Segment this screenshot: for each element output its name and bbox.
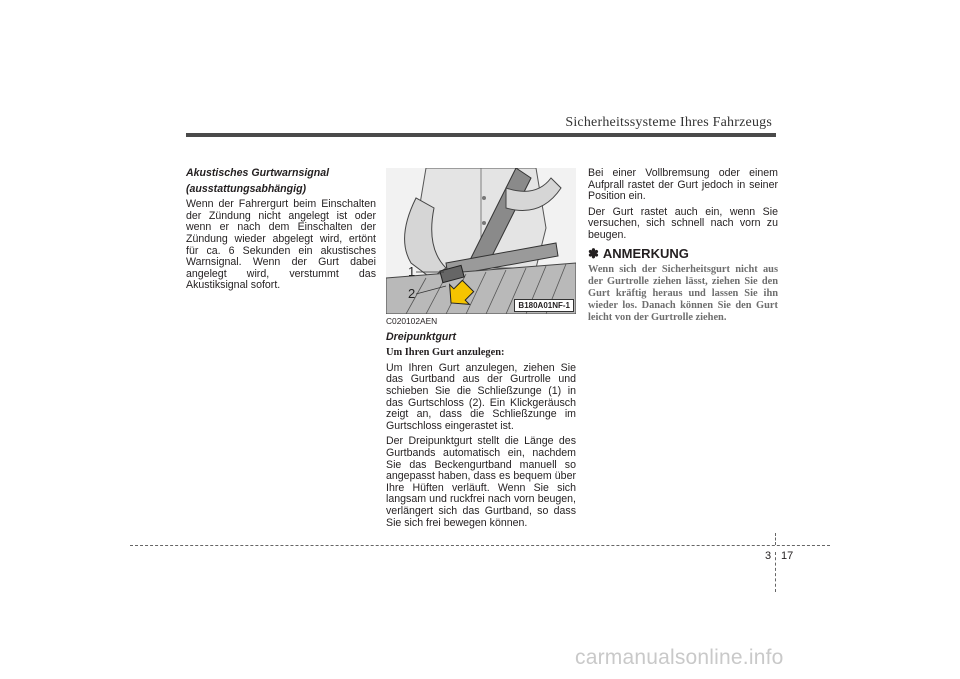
figure-label-1: 1 [408, 264, 416, 279]
middle-column [386, 316, 576, 533]
figure-label-2: 2 [408, 286, 416, 301]
section-code: C020102AEN [386, 316, 438, 326]
note-heading [588, 245, 778, 261]
seatbelt-warning-heading: Akustisches Gurtwarnsignal [186, 167, 330, 179]
page-header-title: Sicherheitssysteme Ihres Fahrzeugs [565, 115, 772, 130]
note-heading-label: ANMERKUNG [602, 245, 689, 261]
fasten-belt-subheading: Um Ihren Gurt anzulegen: [386, 347, 505, 359]
chapter-number: 3 [765, 550, 772, 562]
watermark: carmanualsonline.info [575, 646, 784, 669]
footer-rule [130, 545, 830, 546]
left-column [186, 168, 376, 296]
footer-divider-bottom [775, 552, 776, 592]
seatbelt-illustration [386, 168, 576, 314]
three-point-belt-heading: Dreipunktgurt [386, 330, 457, 343]
note-star-icon: ✽ [588, 245, 599, 261]
footer-divider-top [775, 533, 776, 545]
fasten-belt-paragraph: Um Ihren Gurt anzulegen, ziehen Sie das Gurtband aus der Gurtrolle und schieben Sie die Schließzunge (1) in das Gurtschloss (2). Ein Klickgeräusch zeigt an, dass die Schließzunge im Gurtschloss eingerastet ist. [386, 361, 576, 432]
note-body: Wenn sich der Sicherheitsgurt nicht aus der Gurtrolle ziehen lässt, ziehen Sie den Gurt kräftig heraus und lassen Sie ihn wieder los. Danach können Sie den Gurt leicht von der Gurtrolle ziehen. [588, 264, 778, 323]
page-number: 17 [781, 550, 794, 562]
seatbelt-warning-subheading: (ausstattungsabhängig) [186, 182, 307, 195]
locking-paragraph-2: Der Gurt rastet auch ein, wenn Sie versuchen, sich schnell nach vorn zu beugen. [588, 205, 778, 241]
belt-length-paragraph: Der Dreipunktgurt stellt die Länge des Gurtbands automatisch ein, nachdem Sie das Beckengurtband manuell so angepasst haben, dass es bequem über Ihre Hüften verläuft. Wenn Sie sich langsam und ruckfrei nach vorn beugen, verlängert sich das Gurtband, so dass Sie sich frei bewegen können. [386, 435, 576, 529]
header-rule [186, 133, 776, 137]
locking-paragraph-1: Bei einer Vollbremsung oder einem Aufprall rastet der Gurt jedoch in seiner Position ein. [588, 167, 778, 203]
seatbelt-warning-body: Wenn der Fahrergurt beim Einschalten der Zündung nicht angelegt ist oder wenn er nach dem Einschalten der Zündung wieder abgelegt wird, ertönt für ca. 6 Sekunden ein akustisches Warnsignal. Wenn der Gurt dabei angelegt wird, verstummt das Akustiksignal sofort. [186, 198, 376, 292]
right-column [588, 168, 778, 328]
figure-code: B180A01NF-1 [514, 299, 574, 312]
